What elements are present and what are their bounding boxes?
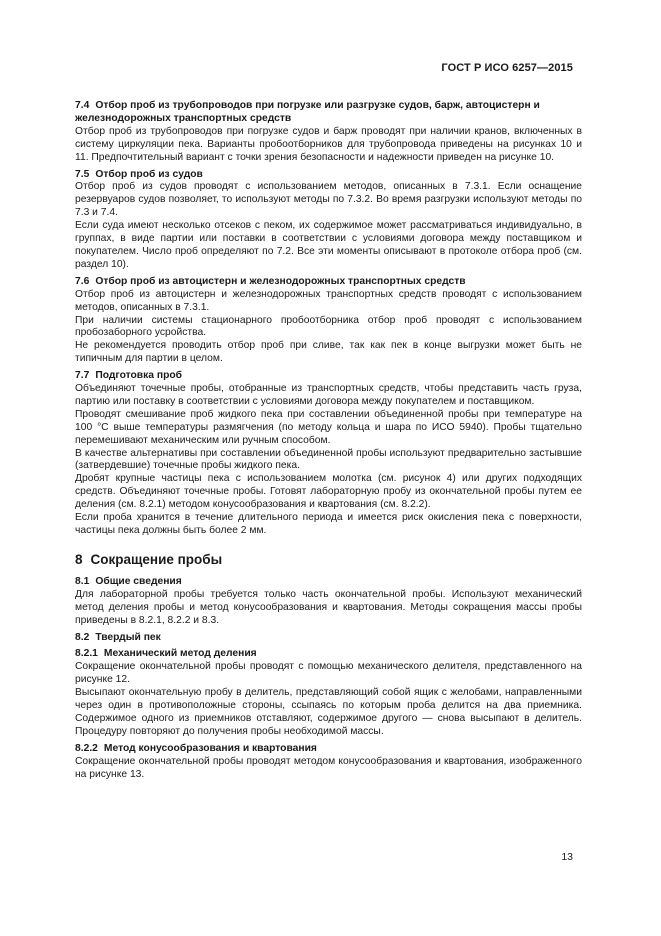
paragraph: Сокращение окончательной пробы проводят с помощью механического делителя, представленного на рисунке 12. xyxy=(75,661,582,686)
section-number: 7.4 xyxy=(75,100,90,111)
section-number: 8.2.2 xyxy=(75,742,98,754)
section-heading xyxy=(75,648,582,661)
page-number: 13 xyxy=(561,851,573,863)
section-8 xyxy=(75,552,582,568)
document-body xyxy=(75,96,582,782)
paragraph: Не рекомендуется проводить отбор проб при сливе, так как пек в конце выгрузки может быть не типичным для партии в целом. xyxy=(75,340,582,365)
section-title: Сокращение пробы xyxy=(90,551,223,567)
section-title: Общие сведения xyxy=(95,575,182,587)
paragraph: Отбор проб из судов проводят с использованием методов, описанных в 7.3.1. Если оснащение резервуаров судов позволяет, то используют методы по 7.3.2. Во время разгрузки используют методы по 7.3 и 7.4. xyxy=(75,181,582,219)
document-header: ГОСТ Р ИСО 6257—2015 xyxy=(441,62,573,74)
paragraph: Объединяют точечные пробы, отобранные из транспортных средств, чтобы представить часть груза, партию или поставку в соответствии с условиями договора между покупателем и поставщиком. xyxy=(75,383,582,407)
section-8-2-2 xyxy=(75,743,582,782)
paragraph: При наличии системы стационарного пробоотборника отбор проб проводят с использованием пробозаборного усройства. xyxy=(75,314,582,339)
section-heading xyxy=(75,276,582,289)
paragraph: Если проба хранится в течение длительного периода и имеется риск окисления пека с поверхности, частицы пека должны быть более 2 мм. xyxy=(75,512,582,536)
section-title: Отбор проб из трубопроводов при погрузке или разгрузке судов, барж, автоцистерн и железнодорожных транспортных средств xyxy=(75,100,540,124)
section-title: Твердый пек xyxy=(95,631,161,643)
section-heading xyxy=(75,632,582,645)
section-8-2-1 xyxy=(75,648,582,738)
section-heading xyxy=(75,370,582,383)
section-number: 8 xyxy=(75,551,83,567)
section-7-5 xyxy=(75,169,582,272)
section-number: 8.2 xyxy=(75,631,90,643)
section-number: 8.1 xyxy=(75,575,90,587)
paragraph: Проводят смешивание проб жидкого пека при составлении объединенной пробы при температуре на 100 °С выше температуры размягчения (по методу кольца и шара по ИСО 5940). Пробы тщательно перемешивают механическим или ручным способом. xyxy=(75,408,582,446)
section-heading xyxy=(75,552,582,568)
section-number: 7.5 xyxy=(75,168,90,180)
section-7-7 xyxy=(75,370,582,538)
paragraph: Сокращение окончательной пробы проводят методом конусообразования и квартования, изображенного на рисунке 13. xyxy=(75,755,582,780)
section-number: 7.7 xyxy=(75,370,90,382)
section-heading xyxy=(75,743,582,756)
section-heading xyxy=(75,576,582,589)
paragraph: Высыпают окончательную пробу в делитель, представляющий собой ящик с желобами, направленными через один в противоположные стороны, ссыпаясь по которым проба делится на два приемника. Содержимое одного из приемников отставляют, содержимое другого — снова высыпают в делитель. Процедуру повторяют до получения пробы необходимой массы. xyxy=(75,687,582,737)
section-heading xyxy=(75,169,582,182)
section-8-1 xyxy=(75,576,582,628)
section-title: Отбор проб из судов xyxy=(95,168,203,180)
section-title: Отбор проб из автоцистерн и железнодорожных транспортных средств xyxy=(95,275,466,287)
section-number: 8.2.1 xyxy=(75,648,98,660)
section-title: Метод конусообразования и квартования xyxy=(103,742,317,754)
section-7-6 xyxy=(75,276,582,366)
section-number: 7.6 xyxy=(75,275,90,287)
paragraph: Отбор проб из трубопроводов при погрузке судов и барж проводят при наличии кранов, включенных в систему циркуляции пека. Варианты пробоотборников для трубопровода приведены на рисунках 10 и 11. Предпочтительный вариант с точки зрения безопасности и надежности приведен на рисунке 10. xyxy=(75,125,582,163)
paragraph: Если суда имеют несколько отсеков с пеком, их содержимое может рассматриваться индивидуально, в группах, в виде партии или поставки в соответствии с условиями договора между поставщиком и покупателем. Число проб определяют по 7.2. Все эти моменты описывают в протоколе отбора проб (см. раздел 10). xyxy=(75,220,582,270)
paragraph: Дробят крупные частицы пека с использованием молотка (см. рисунок 4) или других подходящих средств. Объединяют точечные пробы. Готовят лабораторную пробу из окончательной пробы путем ее деления (см. 8.2.1) методом конусообразования и квартования (см. 8.2.2). xyxy=(75,473,582,511)
section-8-2 xyxy=(75,632,582,645)
section-heading xyxy=(75,100,582,126)
paragraph: Отбор проб из автоцистерн и железнодорожных транспортных средств проводят с использованием методов, описанных в 7.3.1. xyxy=(75,288,582,313)
section-title: Механический метод деления xyxy=(103,648,257,660)
paragraph: В качестве альтернативы при составлении объединенной пробы используют предварительно застывшие (затвердевшие) точечные пробы жидкого пека. xyxy=(75,447,582,472)
section-7-4 xyxy=(75,100,582,165)
paragraph: Для лабораторной пробы требуется только часть окончательной пробы. Используют механический метод деления пробы и метод конусообразования и квартования. Методы сокращения массы пробы приведены в 8.2.1, 8.2.2 и 8.3. xyxy=(75,588,582,626)
section-title: Подготовка проб xyxy=(95,370,183,382)
